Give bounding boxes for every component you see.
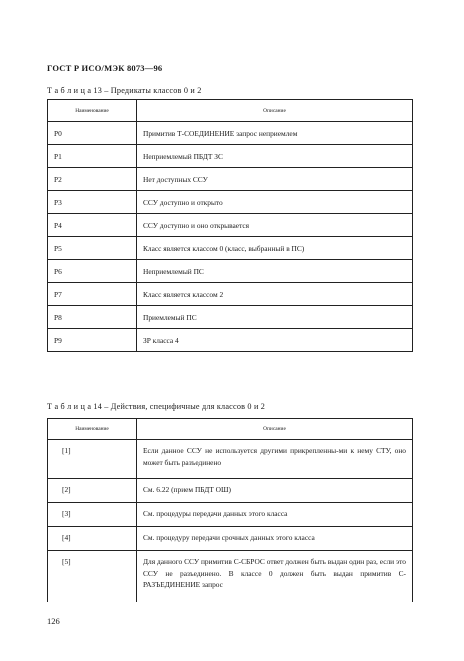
actions-table [47,418,413,602]
table-13-caption: Т а б л и ц а 13 – Предикаты классов 0 и 2 [47,86,202,95]
row-description: Примитив Т-СОЕДИНЕНИЕ запрос неприемлем [137,122,413,145]
table-row [48,237,413,260]
row-code: P7 [48,283,137,306]
table-row [48,214,413,237]
table-row [48,551,413,603]
row-description: Класс является классом 2 [137,283,413,306]
table-row [48,440,413,479]
row-description: Для данного ССУ примитив С-СБРОС ответ должен быть выдан один раз, если это ССУ не разъединено. В классе 0 должен быть выдан примитив С-РАЗЪЕДИНЕНИЕ запрос [137,551,413,603]
row-description: ССУ доступно и открыто [137,191,413,214]
table-header-row [48,419,413,440]
row-description: Неприемлемый ПБДТ ЗС [137,145,413,168]
table-row [48,527,413,551]
table-row [48,329,413,352]
row-code: P5 [48,237,137,260]
row-description: Нет доступных ССУ [137,168,413,191]
row-code: P6 [48,260,137,283]
table-row [48,260,413,283]
table-row [48,283,413,306]
table-row [48,122,413,145]
row-code: P1 [48,145,137,168]
row-code: P8 [48,306,137,329]
table-row [48,168,413,191]
row-description: ЗР класса 4 [137,329,413,352]
row-code: [2] [48,479,137,503]
row-code: [5] [48,551,137,603]
row-code: [1] [48,440,137,479]
row-description: Если данное ССУ не используется другими прикрепленны-ми к нему СТУ, оно может быть разъединено [137,440,413,479]
row-description: См. процедуры передачи данных этого класса [137,503,413,527]
row-description: См. процедуру передачи срочных данных этого класса [137,527,413,551]
row-code: [3] [48,503,137,527]
column-header-description: Описание [137,100,413,122]
table-14-caption: Т а б л и ц а 14 – Действия, специфичные для классов 0 и 2 [47,402,266,411]
row-code: P2 [48,168,137,191]
column-header-description: Описание [137,419,413,440]
row-description: Неприемлемый ПС [137,260,413,283]
column-header-name: Наименование [48,100,137,122]
row-description: Класс является классом 0 (класс, выбранный в ПС) [137,237,413,260]
table-row [48,306,413,329]
page-number: 126 [47,616,60,626]
row-description: Приемлемый ПС [137,306,413,329]
predicates-table [47,99,413,352]
row-code: [4] [48,527,137,551]
row-code: P3 [48,191,137,214]
column-header-name: Наименование [48,419,137,440]
row-code: P9 [48,329,137,352]
table-row [48,503,413,527]
table-row [48,191,413,214]
table-row [48,479,413,503]
row-code: P4 [48,214,137,237]
document-header: ГОСТ Р ИСО/МЭК 8073—96 [47,63,163,73]
table-row [48,145,413,168]
table-header-row [48,100,413,122]
row-description: ССУ доступно и оно открывается [137,214,413,237]
row-description: См. 6.22 (прием ПБДТ ОШ) [137,479,413,503]
row-code: P0 [48,122,137,145]
